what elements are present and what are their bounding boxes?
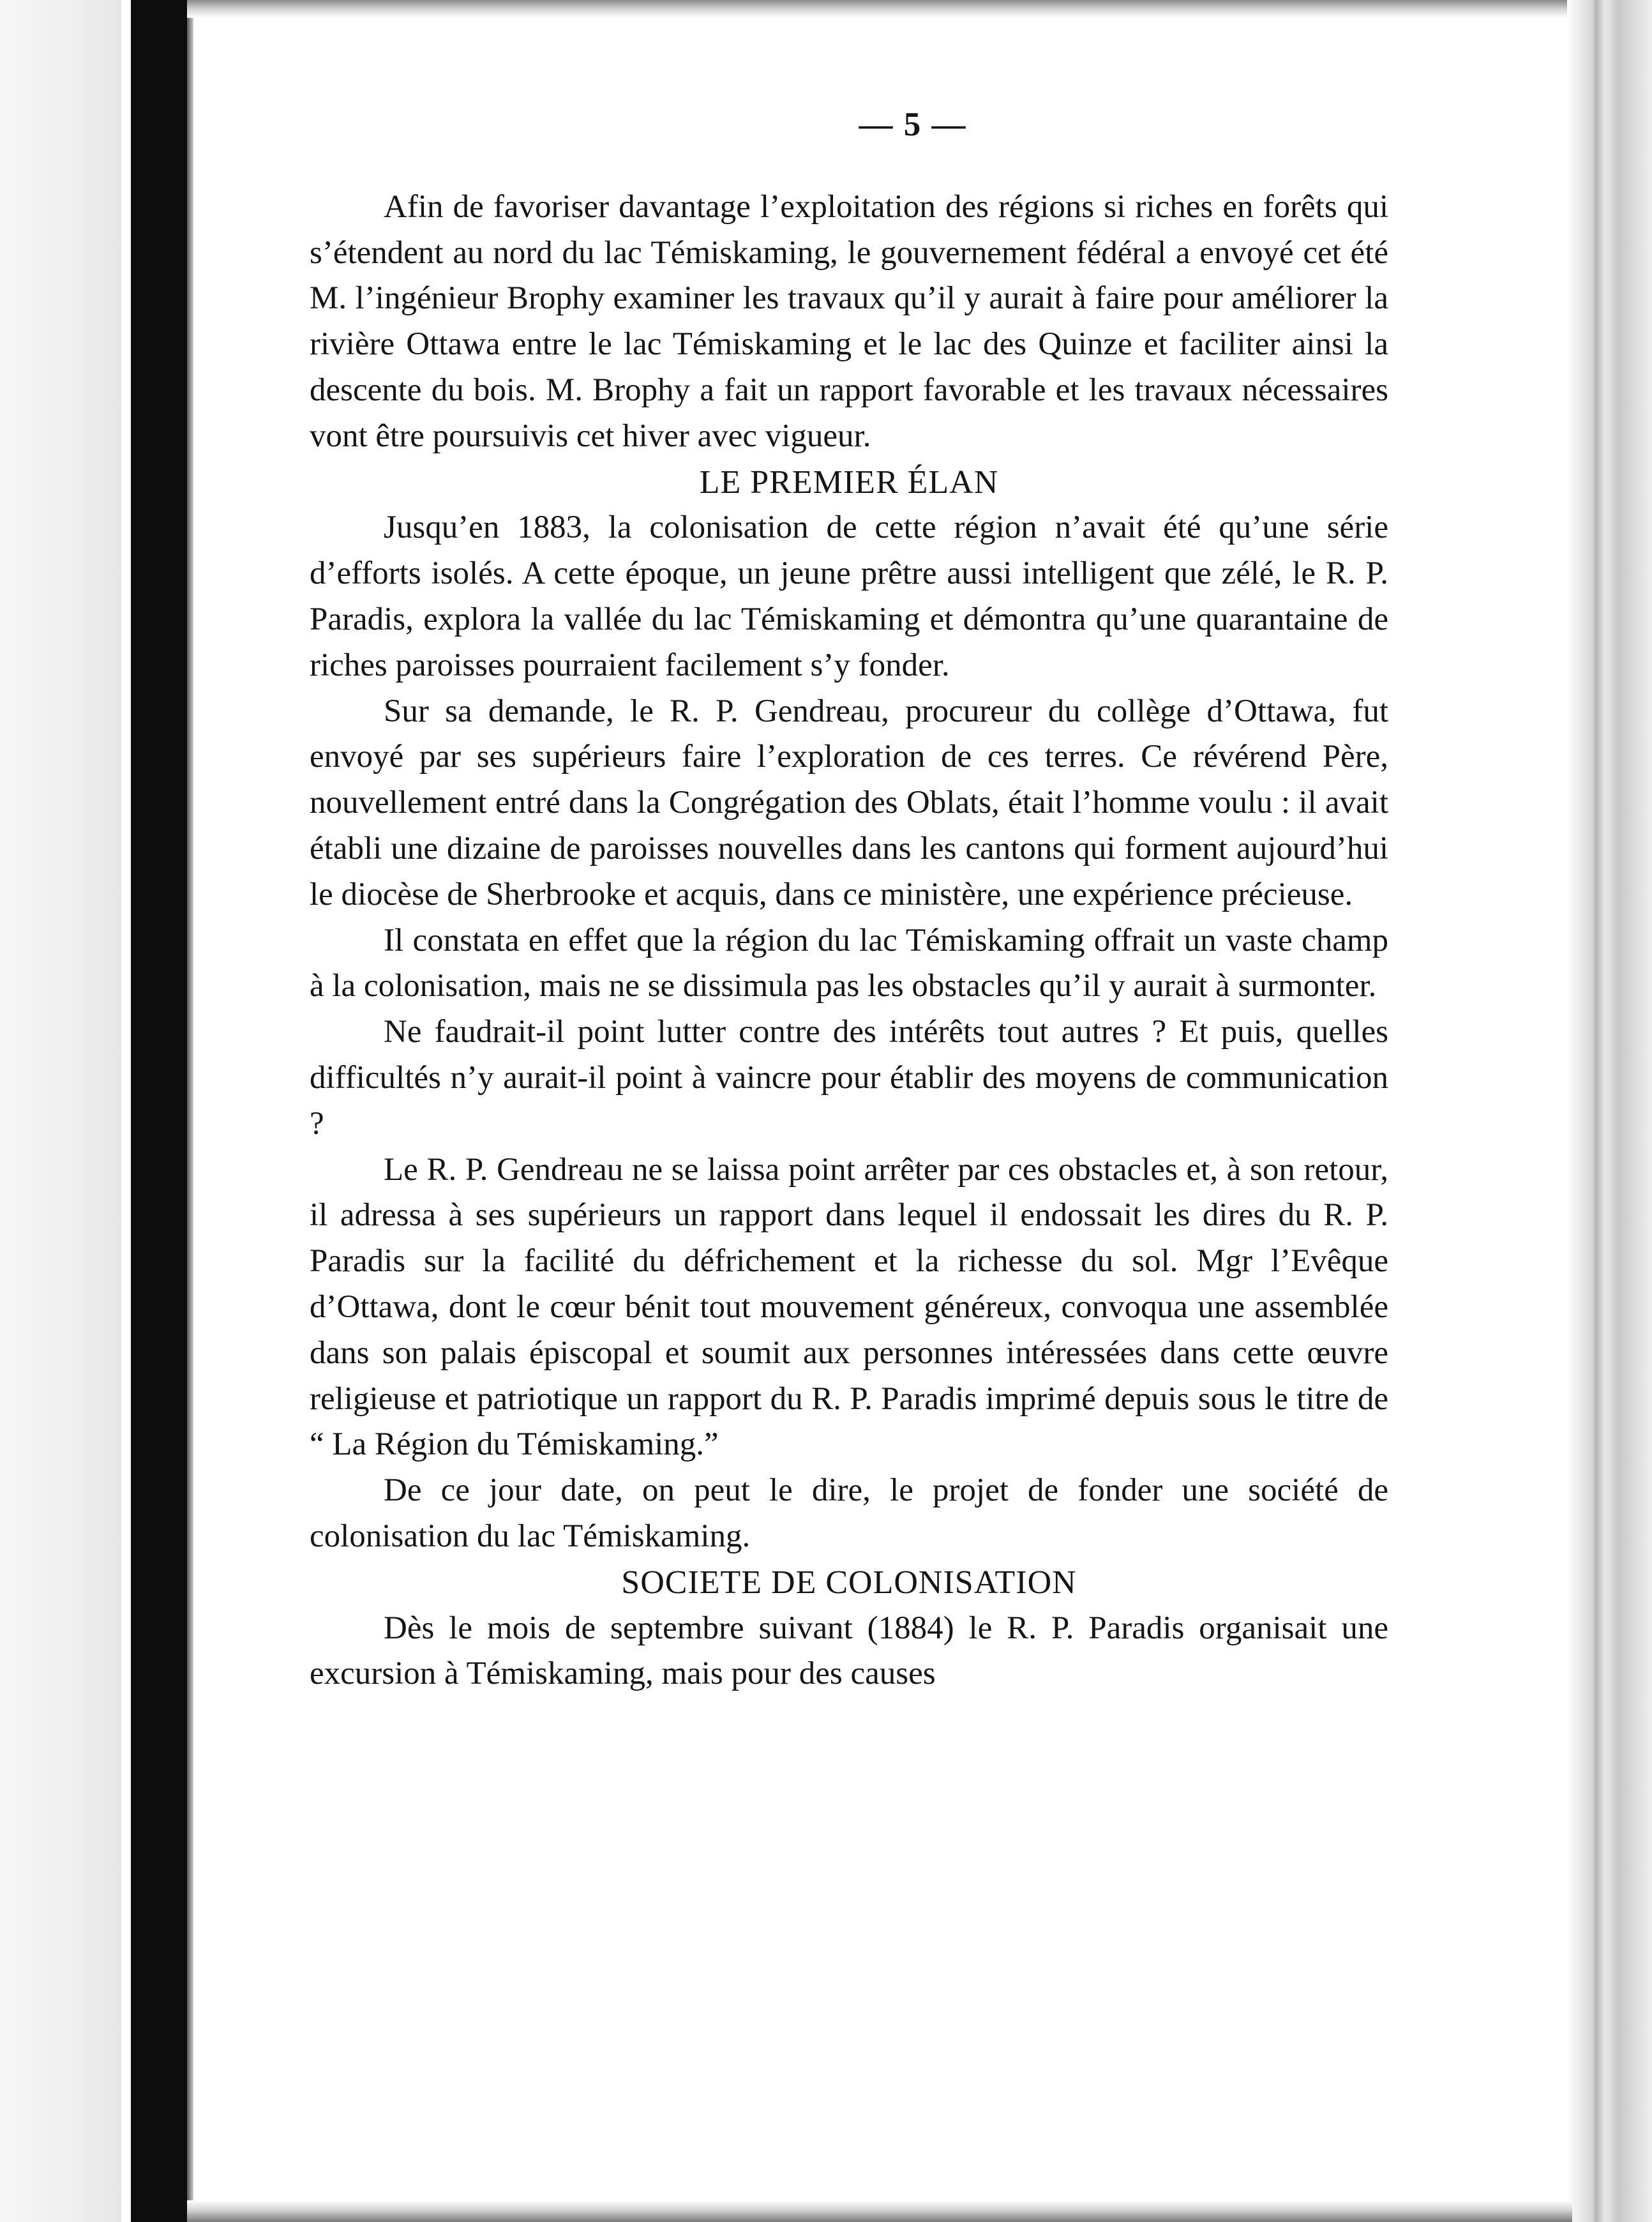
top-edge-shadow xyxy=(187,0,1604,18)
paragraph-project-date: De ce jour date, on peut le dire, le projet de fonder une société de colonisation du lac Témiskaming. xyxy=(310,1472,1388,1554)
page-text-block xyxy=(310,102,1388,1697)
right-edge-shadow xyxy=(1567,0,1652,2222)
page-number: — 5 — xyxy=(859,106,967,143)
spine-edge-shadow xyxy=(187,0,193,2222)
paragraph-excursion-1884: Dès le mois de septembre suivant (1884) le R. P. Paradis organisait une excursion à Témiskaming, mais pour des causes xyxy=(310,1610,1388,1692)
paragraph-brophy-survey: Afin de favoriser davantage l’exploitation des régions si riches en forêts qui s’étendent au nord du lac Témiskaming, le gouvernement fédéral a envoyé cet été M. l’ingénieur Brophy examiner les travaux qu’il y aurait à faire pour améliorer la rivière Ottawa entre le lac Témiskaming et le lac des Quinze et faciliter ainsi la descente du bois. M. Brophy a fait un rapport favorable et les travaux nécessaires vont être poursuivis cet hiver avec vigueur. xyxy=(310,188,1388,454)
book-spine xyxy=(131,0,187,2222)
section-heading-societe-colonisation: SOCIETE DE COLONISATION xyxy=(621,1564,1077,1601)
paragraph-gendreau-sent: Sur sa demande, le R. P. Gendreau, procureur du collège d’Ottawa, fut envoyé par ses supérieurs faire l’exploration de ces terres. Ce révérend Père, nouvellement entré dans la Congrégation des Oblats, était l’homme voulu : il avait établi une dizaine de paroisses nouvelles dans les cantons qui forment aujourd’hui le diocèse de Sherbrooke et acquis, dans ce ministère, une expérience précieuse. xyxy=(310,693,1388,912)
paragraph-obstacles-questions: Ne faudrait-il point lutter contre des intérêts tout autres ? Et puis, quelles difficultés n’y aurait-il point à vaincre pour établir des moyens de communication ? xyxy=(310,1014,1388,1142)
left-margin-shadow xyxy=(0,0,121,2222)
paragraph-vast-field: Il constata en effet que la région du lac Témiskaming offrait un vaste champ à la colonisation, mais ne se dissimula pas les obstacles qu’il y aurait à surmonter. xyxy=(310,922,1388,1004)
bottom-edge-shadow xyxy=(187,2200,1572,2222)
paragraph-paradis-exploration: Jusqu’en 1883, la colonisation de cette région n’avait été qu’une série d’efforts isolés. A cette époque, un jeune prêtre aussi intelligent que zélé, le R. P. Paradis, explora la vallée du lac Témiskaming et démontra qu’une quarantaine de riches paroisses pourraient facilement s’y fonder. xyxy=(310,510,1388,683)
section-heading-premier-elan: LE PREMIER ÉLAN xyxy=(699,464,999,501)
paragraph-gendreau-report: Le R. P. Gendreau ne se laissa point arrêter par ces obstacles et, à son retour, il adressa à ses supérieurs un rapport dans lequel il endossait les dires du R. P. Paradis sur la facilité du défrichement et la richesse du sol. Mgr l’Evêque d’Ottawa, dont le cœur bénit tout mouvement généreux, convoqua une assemblée dans son palais épiscopal et soumit aux personnes intéressées dans cette œuvre religieuse et patriotique un rapport du R. P. Paradis imprimé depuis sous le titre de “ La Région du Témiskaming.” xyxy=(310,1151,1388,1463)
